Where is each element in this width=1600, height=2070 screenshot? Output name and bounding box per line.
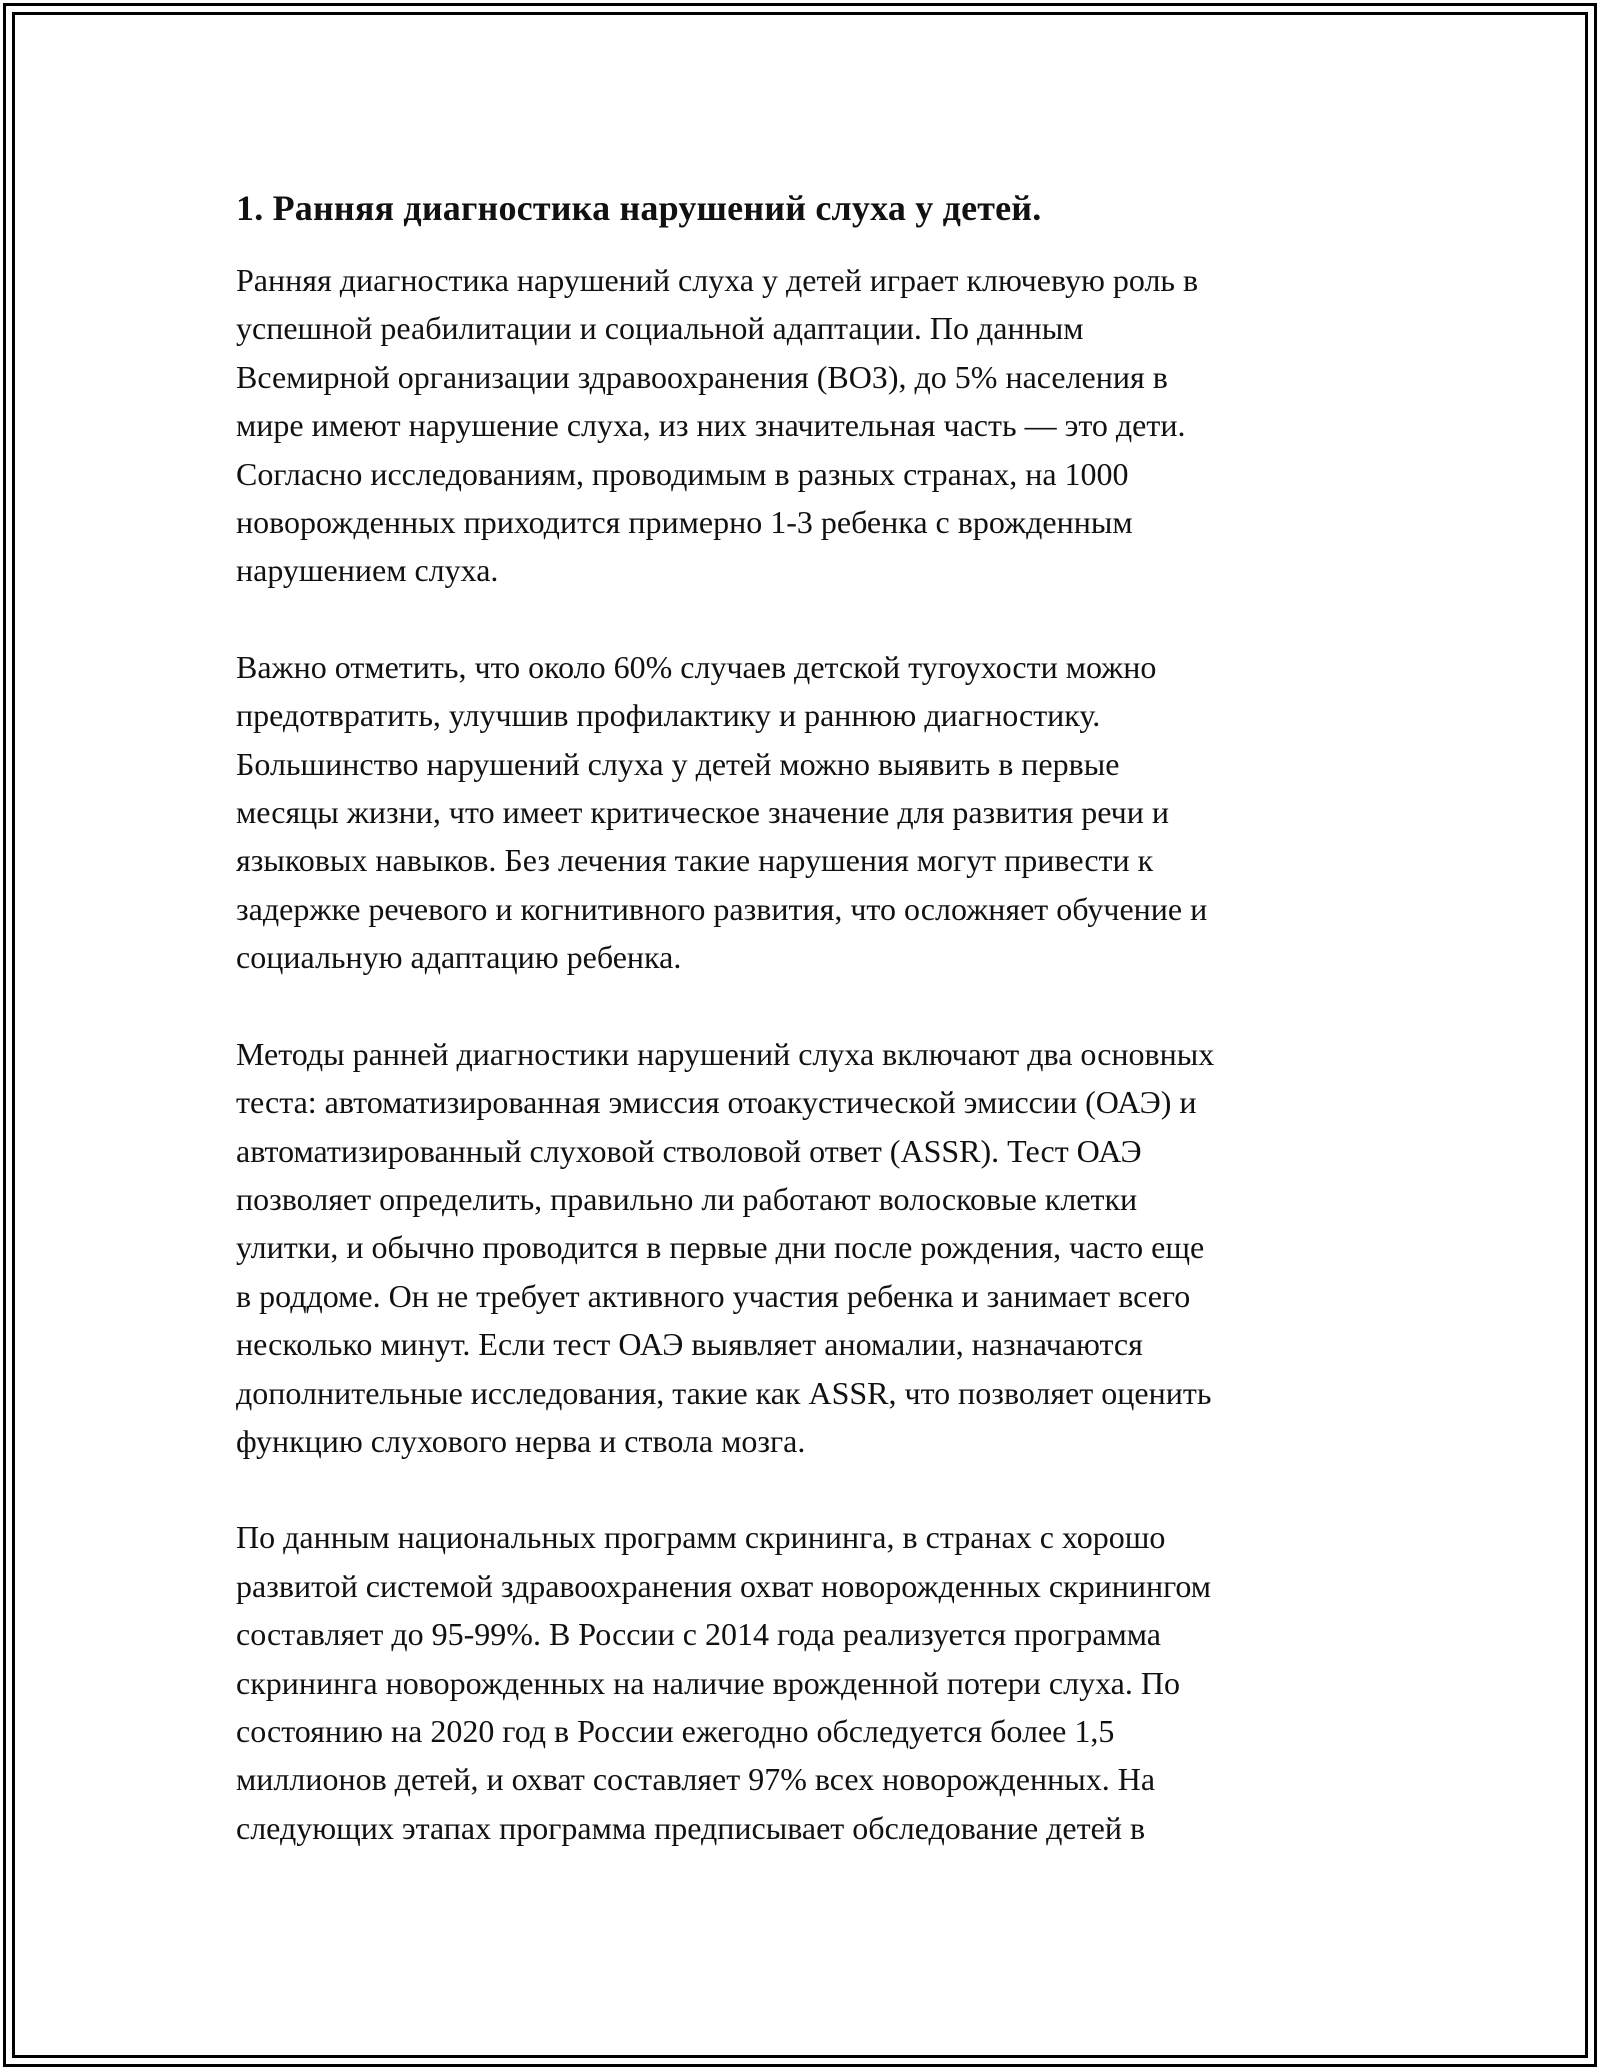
paragraph-diagnostic-methods: Методы ранней диагностики нарушений слуха включают два основных теста: автоматизированная эмиссия отоакустической эмиссии (ОАЭ) и автоматизированный слуховой стволовой ответ (ASSR). Тест ОАЭ позволяет определить, правильно ли работают волосковые клетки улитки, и обычно проводится в первые дни после рождения, часто еще в роддоме. Он не требует активного участия ребенка и занимает всего несколько минут. Если тест ОАЭ выявляет аномалии, назначаются дополнительные исследования, такие как ASSR, что позволяет оценить функцию слухового нерва и ствола мозга. bbox=[236, 1035, 1215, 1459]
paragraph-screening-programs: По данным национальных программ скрининга, в странах с хорошо развитой системой здравоохранения охват новорожденных скринингом составляет до 95-99%. В России с 2014 года реализуется программа скрининга новорожденных на наличие врожденной потери слуха. По состоянию на 2020 год в России ежегодно обследуется более 1,5 миллионов детей, и охват составляет 97% всех новорожденных. На следующих этапах программа предписывает обследование детей в bbox=[236, 1519, 1212, 1846]
paragraph-prevention: Важно отметить, что около 60% случаев детской тугоухости можно предотвратить, улучшив профилактику и раннюю диагностику. Большинство нарушений слуха у детей можно выявить в первые месяцы жизни, что имеет критическое значение для развития речи и языковых навыков. Без лечения такие нарушения могут привести к задержке речевого и когнитивного развития, что осложняет обучение и социальную адаптацию ребенка. bbox=[236, 648, 1208, 976]
paragraph-early-diagnosis: Ранняя диагностика нарушений слуха у детей играет ключевую роль в успешной реабилитации и социальной адаптации. По данным Всемирной организации здравоохранения (ВОЗ), до 5% населения в мире имеют нарушение слуха, из них значительная часть — это дети. Согласно исследованиям, проводимым в разных странах, на 1000 новорожденных приходится примерно 1-3 ребенка с врожденным нарушением слуха. bbox=[236, 262, 1199, 589]
section-heading: 1. Ранняя диагностика нарушений слуха у детей. bbox=[236, 188, 1042, 228]
document-body bbox=[236, 186, 1366, 1852]
